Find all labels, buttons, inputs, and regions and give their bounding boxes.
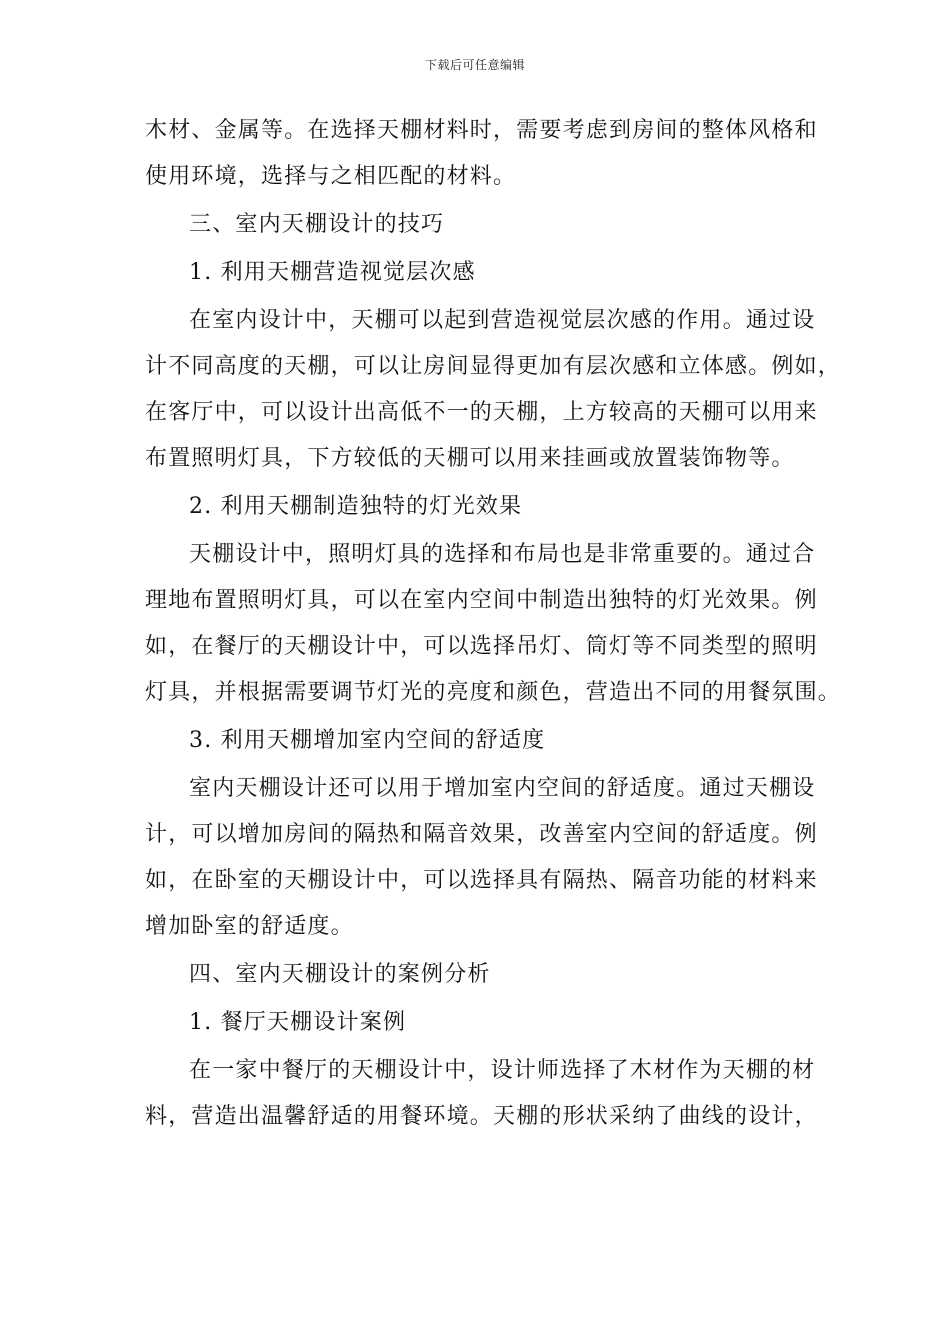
body-paragraph — [145, 108, 818, 200]
text-line: 灯具，并根据需要调节灯光的亮度和颜色，营造出不同的用餐氛围。 — [145, 680, 842, 705]
text-line: 料，营造出温馨舒适的用餐环境。天棚的形状采纳了曲线的设计， — [145, 1104, 818, 1129]
text-line: 木材、金属等。在选择天棚材料时，需要考虑到房间的整体风格和 — [145, 118, 818, 143]
text-line: 天棚设计中，照明灯具的选择和布局也是非常重要的。通过合 — [189, 542, 816, 567]
text-line: 如，在餐厅的天棚设计中，可以选择吊灯、筒灯等不同类型的照明 — [145, 634, 818, 659]
body-paragraph — [145, 532, 842, 716]
subsection-heading: 2. 利用天棚制造独特的灯光效果 — [189, 494, 523, 519]
body-paragraph — [145, 298, 842, 482]
section-heading: 四、室内天棚设计的案例分析 — [189, 962, 491, 987]
text-line: 计不同高度的天棚，可以让房间显得更加有层次感和立体感。例如， — [145, 354, 842, 379]
section-heading: 三、室内天棚设计的技巧 — [189, 212, 445, 237]
text-line: 布置照明灯具，下方较低的天棚可以用来挂画或放置装饰物等。 — [145, 446, 795, 471]
text-line: 计，可以增加房间的隔热和隔音效果，改善室内空间的舒适度。例 — [145, 822, 818, 847]
document-body — [145, 108, 842, 1140]
text-line: 使用环境，选择与之相匹配的材料。 — [145, 164, 517, 189]
text-line: 如，在卧室的天棚设计中，可以选择具有隔热、隔音功能的材料来 — [145, 868, 818, 893]
text-line: 在客厅中，可以设计出高低不一的天棚，上方较高的天棚可以用来 — [145, 400, 818, 425]
subsection-heading: 1. 餐厅天棚设计案例 — [189, 1010, 407, 1035]
text-line: 在室内设计中，天棚可以起到营造视觉层次感的作用。通过设 — [189, 308, 816, 333]
body-paragraph — [145, 766, 818, 950]
subsection-heading: 1. 利用天棚营造视觉层次感 — [189, 260, 476, 285]
body-paragraph — [145, 1048, 818, 1140]
text-line: 在一家中餐厅的天棚设计中，设计师选择了木材作为天棚的材 — [189, 1058, 816, 1083]
text-line: 室内天棚设计还可以用于增加室内空间的舒适度。通过天棚设 — [189, 776, 816, 801]
text-line: 理地布置照明灯具，可以在室内空间中制造出独特的灯光效果。例 — [145, 588, 818, 613]
subsection-heading: 3. 利用天棚增加室内空间的舒适度 — [189, 728, 546, 753]
page-header: 下载后可任意编辑 — [424, 58, 525, 72]
text-line: 增加卧室的舒适度。 — [145, 914, 354, 939]
